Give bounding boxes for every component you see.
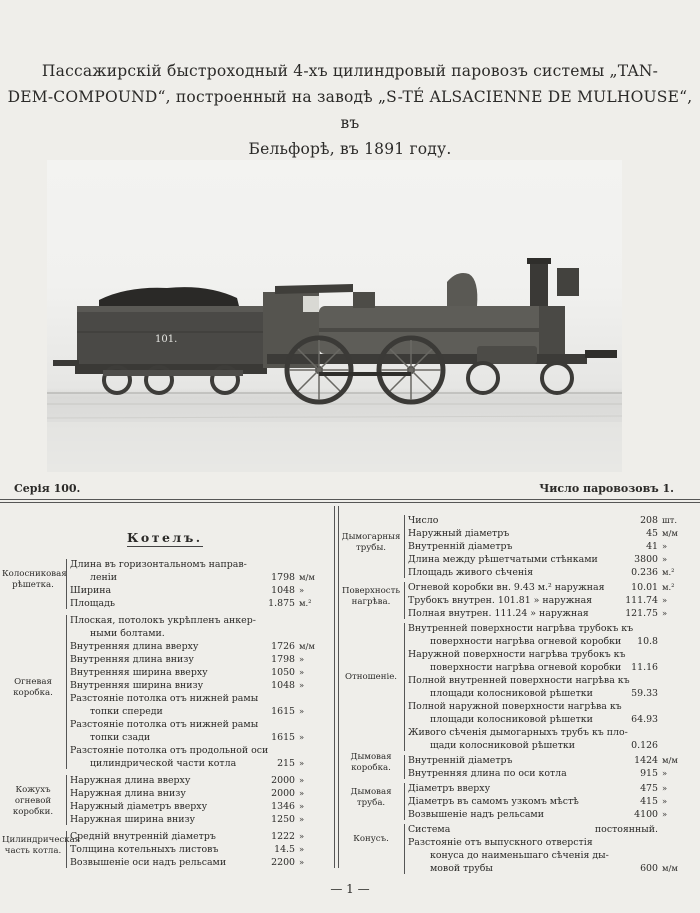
- row-value: 1615: [271, 732, 295, 743]
- spec-row: [70, 830, 330, 843]
- spec-row: [70, 718, 330, 744]
- column-divider-inner: [338, 506, 339, 868]
- row-unit: м.²: [662, 567, 675, 577]
- page-number: — 1 —: [330, 882, 370, 896]
- row-label: Діаметръ вверху: [408, 783, 491, 794]
- row-unit: »: [299, 844, 305, 854]
- row-label: Разстояніе потолка отъ продольной оси: [70, 745, 269, 756]
- row-label: Полной наружной поверхности нагрѣва къ: [408, 701, 622, 712]
- row-unit: шт.: [662, 515, 678, 525]
- row-value: 121.75: [625, 608, 658, 619]
- row-unit: м/м: [662, 863, 678, 873]
- row-unit: м/м: [662, 755, 678, 765]
- row-label: Наружная длина вверху: [70, 775, 191, 786]
- spec-row: [408, 795, 696, 808]
- spec-row: [408, 823, 696, 836]
- row-value: 1250: [271, 814, 295, 825]
- row-label: Внутренней поверхности нагрѣва трубокъ къ: [408, 623, 634, 634]
- group-label: Цилиндрическая часть котла.: [2, 834, 81, 856]
- row-unit: м/м: [662, 528, 678, 538]
- group-brace: [66, 775, 67, 825]
- spec-row: [70, 744, 330, 770]
- group-brace: [404, 515, 405, 578]
- spec-row: [70, 692, 330, 718]
- spec-row: [408, 754, 696, 767]
- row-value: 111.74: [625, 595, 658, 606]
- row-unit: »: [299, 732, 305, 742]
- row-unit: »: [662, 783, 668, 793]
- row-value: 1048: [271, 585, 295, 596]
- page-title: [0, 58, 700, 162]
- row-value: 45: [646, 528, 658, 539]
- row-label: Огневой коробки вн. 9.43 м.² наружная: [408, 582, 605, 593]
- spec-row: [70, 584, 330, 597]
- row-label: Толщина котельныхъ листовъ: [70, 844, 219, 855]
- spec-row: [70, 640, 330, 653]
- spec-row: [70, 614, 330, 640]
- spec-row: [70, 787, 330, 800]
- row-label: Система: [408, 824, 451, 835]
- row-unit: »: [662, 595, 668, 605]
- row-value: 1048: [271, 680, 295, 691]
- group-brace: [66, 559, 67, 609]
- row-value: 475: [640, 783, 658, 794]
- spec-row: [70, 558, 330, 584]
- group-brace: [404, 783, 405, 820]
- row-unit: »: [299, 758, 305, 768]
- row-value: постоянный.: [594, 824, 658, 835]
- row-unit: »: [662, 608, 668, 618]
- group-label: Дымовая коробка.: [350, 752, 392, 773]
- spec-row: [70, 800, 330, 813]
- row-label: Наружная длина внизу: [70, 788, 186, 799]
- row-label: Внутренняя длина по оси котла: [408, 768, 567, 779]
- row-label: Длина въ горизонтальномъ направ-: [70, 559, 247, 570]
- row-unit: »: [662, 541, 668, 551]
- group-label: Дымовая труба.: [350, 786, 392, 808]
- row-label-cont: площади колосниковой рѣшетки: [430, 714, 593, 725]
- row-value: 10.8: [637, 636, 658, 647]
- row-label-cont: топки спереди: [90, 706, 163, 717]
- row-value: 208: [640, 515, 658, 526]
- top-rule-inner: [0, 502, 700, 503]
- row-value: 1798: [271, 654, 295, 665]
- row-unit: »: [662, 796, 668, 806]
- spec-row: [408, 553, 696, 566]
- row-unit: »: [299, 775, 305, 785]
- row-value: 600: [640, 863, 658, 874]
- row-unit: »: [662, 768, 668, 778]
- group-label: Поверхность нагрѣва.: [341, 585, 401, 607]
- group-brace: [66, 615, 67, 769]
- row-label-cont: площади колосниковой рѣшетки: [430, 688, 593, 699]
- row-label: Разстояніе потолка отъ нижней рамы: [70, 719, 259, 730]
- spec-row: [408, 836, 696, 875]
- row-unit: »: [299, 585, 305, 595]
- spec-row: [408, 607, 696, 620]
- row-value: 3800: [634, 554, 658, 565]
- row-unit: м/м: [299, 572, 315, 582]
- row-label: Разстояніе отъ выпускного отверстія: [408, 837, 593, 848]
- spec-row: [70, 843, 330, 856]
- series-label: Серія 100.: [14, 482, 81, 495]
- row-value: 0.126: [631, 740, 658, 751]
- row-label: Ширина: [70, 585, 112, 596]
- row-unit: »: [299, 857, 305, 867]
- title-line-3: Бельфорѣ, въ 1891 году.: [248, 140, 452, 158]
- column-divider: [334, 506, 335, 868]
- spec-row: [408, 527, 696, 540]
- row-unit: м.²: [299, 598, 312, 608]
- row-label-cont: конуса до наименьшаго сѣченія ды-: [430, 850, 609, 861]
- row-label: Число: [408, 515, 439, 526]
- row-label-cont: ными болтами.: [90, 628, 165, 639]
- row-value: 1.875: [268, 598, 295, 609]
- row-label: Средній внутренній діаметръ: [70, 831, 216, 842]
- row-label: Разстояніе потолка отъ нижней рамы: [70, 693, 259, 704]
- row-label: Внутренняя ширина внизу: [70, 680, 204, 691]
- row-label: Длина между рѣшетчатыми стѣнками: [408, 554, 598, 565]
- row-label: Живого сѣченія дымогарныхъ трубъ къ пло-: [408, 727, 628, 738]
- spec-row: [408, 594, 696, 607]
- row-label: Наружная ширина внизу: [70, 814, 196, 825]
- row-value: 915: [640, 768, 658, 779]
- row-label: Площадь живого сѣченія: [408, 567, 534, 578]
- spec-row: [408, 767, 696, 780]
- row-label-cont: мовой трубы: [430, 863, 493, 874]
- boiler-title: Котелъ.: [127, 530, 203, 545]
- row-value: 1050: [271, 667, 295, 678]
- group-brace: [404, 755, 405, 779]
- row-value: 2000: [271, 775, 295, 786]
- row-value: 59.33: [631, 688, 658, 699]
- tender-number: 101.: [155, 334, 178, 345]
- spec-row: [70, 597, 330, 610]
- spec-row: [408, 581, 696, 594]
- row-unit: м.²: [662, 582, 675, 592]
- row-value: 2000: [271, 788, 295, 799]
- group-label: Колосниковая рѣшетка.: [2, 569, 67, 590]
- spec-row: [70, 666, 330, 679]
- row-value: 1798: [271, 572, 295, 583]
- spec-row: [408, 674, 696, 700]
- group-brace: [404, 824, 405, 874]
- row-value: 415: [640, 796, 658, 807]
- spec-row: [408, 566, 696, 579]
- row-label: Внутренній діаметръ: [408, 541, 513, 552]
- title-line-2: DEM-COMPOUND“, построенный на заводѣ „S-TÉ ALSACIENNE DE MULHOUSE“, въ: [7, 88, 693, 132]
- title-line-1: Пассажирскій быстроходный 4-хъ цилиндровый паровозъ системы „TAN-: [41, 62, 659, 80]
- row-value: 1726: [271, 641, 295, 652]
- row-unit: »: [299, 654, 305, 664]
- spec-row: [408, 622, 696, 648]
- spec-row: [70, 774, 330, 787]
- spec-row: [408, 648, 696, 674]
- row-unit: »: [299, 680, 305, 690]
- spec-row: [408, 782, 696, 795]
- group-brace: [404, 623, 405, 751]
- row-label: Плоская, потолокъ укрѣпленъ анкер-: [70, 615, 256, 626]
- row-label: Наружный діаметръ: [408, 528, 510, 539]
- row-label: Возвышеніе оси надъ рельсами: [70, 857, 227, 868]
- row-label: Внутренняя длина вверху: [70, 641, 199, 652]
- row-label: Наружный діаметръ вверху: [70, 801, 208, 812]
- row-label-cont: топки сзади: [90, 732, 151, 743]
- row-value: 215: [277, 758, 295, 769]
- row-unit: »: [299, 831, 305, 841]
- group-brace: [404, 582, 405, 619]
- row-value: 1222: [271, 831, 295, 842]
- row-value: 11.16: [631, 662, 658, 673]
- spec-row: [70, 813, 330, 826]
- row-label-cont: щади колосниковой рѣшетки: [430, 740, 576, 751]
- group-label: Конусъ.: [353, 834, 389, 844]
- row-unit: »: [662, 554, 668, 564]
- row-label: Внутренній діаметръ: [408, 755, 513, 766]
- spec-row: [408, 540, 696, 553]
- spec-row: [408, 700, 696, 726]
- spec-row: [408, 514, 696, 527]
- row-unit: »: [299, 814, 305, 824]
- locomotive-illustration: [47, 160, 622, 472]
- row-unit: м/м: [299, 641, 315, 651]
- row-label-cont: цилиндрической части котла: [90, 758, 237, 769]
- group-label: Огневая коробка.: [13, 677, 53, 698]
- row-label: Трубокъ внутрен. 101.81 » наружная: [408, 595, 593, 606]
- row-label: Площадь: [70, 598, 115, 609]
- row-value: 1615: [271, 706, 295, 717]
- row-label: Полная внутрен. 111.24 » наружная: [408, 608, 589, 619]
- group-label: Дымогарныя трубы.: [341, 531, 401, 553]
- row-value: 64.93: [631, 714, 658, 725]
- row-unit: »: [299, 667, 305, 677]
- row-value: 1346: [271, 801, 295, 812]
- row-value: 1424: [634, 755, 658, 766]
- row-label-cont: леніи: [90, 572, 117, 583]
- spec-row: [70, 856, 330, 869]
- row-label: Наружной поверхности нагрѣва трубокъ къ: [408, 649, 626, 660]
- locomotive-photo: [47, 160, 622, 472]
- row-label: Возвышеніе надъ рельсами: [408, 809, 544, 820]
- spec-row: [408, 808, 696, 821]
- group-label: Кожухъ огневой коробки.: [12, 785, 54, 817]
- row-label: Полной внутренней поверхности нагрѣва къ: [408, 675, 630, 686]
- row-value: 4100: [634, 809, 658, 820]
- row-value: 10.01: [631, 582, 658, 593]
- row-value: 14.5: [274, 844, 295, 855]
- row-label: Внутренняя ширина вверху: [70, 667, 208, 678]
- top-rule: [0, 499, 700, 500]
- row-unit: »: [662, 809, 668, 819]
- group-label: Отношеніе.: [344, 672, 398, 682]
- row-label: Внутренняя длина внизу: [70, 654, 194, 665]
- row-value: 2200: [271, 857, 295, 868]
- spec-row: [408, 726, 696, 752]
- row-value: 41: [646, 541, 658, 552]
- row-label-cont: поверхности нагрѣва огневой коробки: [430, 662, 622, 673]
- row-label-cont: поверхности нагрѣва огневой коробки: [430, 636, 622, 647]
- spec-row: [70, 679, 330, 692]
- locomotive-count: Число паровозовъ 1.: [539, 482, 674, 495]
- row-label: Діаметръ въ самомъ узкомъ мѣстѣ: [408, 796, 579, 807]
- row-unit: »: [299, 788, 305, 798]
- row-value: 0.236: [631, 567, 658, 578]
- row-unit: »: [299, 801, 305, 811]
- spec-row: [70, 653, 330, 666]
- row-unit: »: [299, 706, 305, 716]
